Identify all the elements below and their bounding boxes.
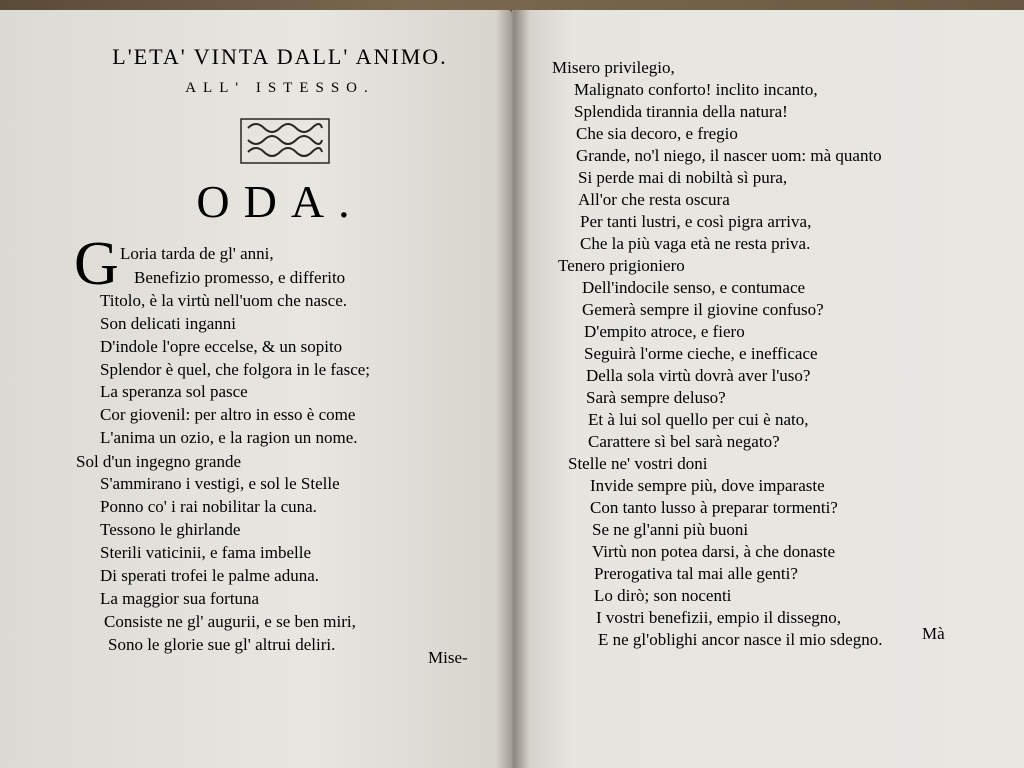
verse-line: Se ne gl'anni più buoni (592, 520, 749, 539)
verse-line: Misero privilegio, (552, 58, 675, 77)
verse-line: Sono le glorie sue gl' altrui deliri. (108, 635, 336, 654)
verse-line: Sol d'un ingegno grande (76, 452, 242, 471)
verse-line: Sarà sempre deluso? (586, 388, 726, 407)
verse-line: Consiste ne gl' augurii, e se ben miri, (104, 612, 356, 631)
verse-line: D'indole l'opre eccelse, & un sopito (100, 337, 343, 356)
verse-line: Stelle ne' vostri doni (568, 454, 708, 473)
verse-line: Titolo, è la virtù nell'uom che nasce. (100, 291, 347, 310)
verse-line: Invide sempre più, dove imparaste (590, 476, 825, 495)
verse-line: Con tanto lusso à preparar tormenti? (590, 498, 838, 517)
verse-line: Carattere sì bel sarà negato? (588, 432, 780, 451)
left-catchword: Mise- (428, 648, 468, 667)
verse-line: Di sperati trofei le palme aduna. (100, 566, 320, 585)
verse-line: Splendor è quel, che folgora in le fasce; (100, 360, 371, 379)
verse-line: La speranza sol pasce (100, 382, 248, 401)
verse-line: I vostri benefizii, empio il dissegno, (596, 608, 842, 627)
verse-line: Gemerà sempre il giovine confuso? (582, 300, 824, 319)
verse-line: Splendida tirannia della natura! (574, 102, 788, 121)
verse-line: Cor giovenil: per altro in esso è come (100, 405, 356, 424)
verse-line: Grande, no'l niego, il nascer uom: mà quanto (576, 146, 882, 165)
drop-cap: G (74, 230, 119, 298)
verse-line: Si perde mai di nobiltà sì pura, (578, 168, 788, 187)
verse-line: D'empito atroce, e fiero (584, 322, 745, 341)
verse-line: Virtù non potea darsi, à che donaste (592, 542, 836, 561)
verse-line: Et à lui sol quello per cui è nato, (588, 410, 809, 429)
verse-line: Loria tarda de gl' anni, (120, 244, 274, 263)
poem-title: L'ETA' VINTA DALL' ANIMO. (112, 44, 448, 69)
poem-subtitle: ALL' ISTESSO. (185, 80, 375, 96)
verse-line: Tessono le ghirlande (100, 520, 241, 539)
verse-line: Lo dirò; son nocenti (594, 586, 732, 605)
verse-line: Son delicati inganni (100, 314, 236, 333)
verse-line: L'anima un ozio, e la ragion un nome. (100, 428, 358, 447)
poem-heading: ODA. (196, 176, 364, 227)
verse-line: E ne gl'oblighi ancor nasce il mio sdegno. (598, 630, 883, 649)
verse-line: S'ammirano i vestigi, e sol le Stelle (100, 474, 340, 493)
verse-line: All'or che resta oscura (578, 190, 730, 209)
verse-line: Ponno co' i rai nobilitar la cuna. (100, 497, 317, 516)
verse-line: Prerogativa tal mai alle genti? (594, 564, 798, 583)
verse-line: Che la più vaga età ne resta priva. (580, 234, 811, 253)
verse-line: Tenero prigioniero (558, 256, 685, 275)
verse-line: Benefizio promesso, e differito (134, 268, 346, 287)
verse-line: Della sola virtù dovrà aver l'uso? (586, 366, 811, 385)
verse-line: Seguirà l'orme cieche, e inefficace (584, 344, 818, 363)
verse-line: La maggior sua fortuna (100, 589, 260, 608)
verse-line: Malignato conforto! inclito incanto, (574, 80, 818, 99)
verse-line: Sterili vaticinii, e fama imbelle (100, 543, 312, 562)
right-catchword: Mà (922, 624, 945, 643)
verse-line: Per tanti lustri, e così pigra arriva, (580, 212, 812, 231)
verse-line: Dell'indocile senso, e contumace (582, 278, 806, 297)
verse-line: Che sia decoro, e fregio (576, 124, 738, 143)
